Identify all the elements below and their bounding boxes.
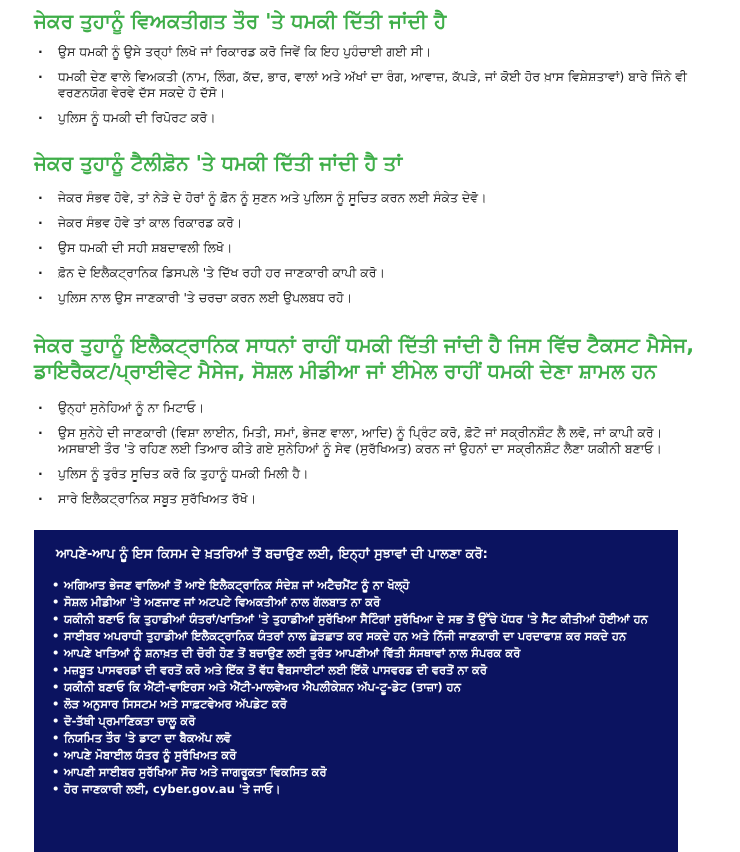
list-item: · ਜੇਕਰ ਸੰਭਵ ਹੋਵੇ, ਤਾਂ ਨੇੜੇ ਦੇ ਹੋਰਾਂ ਨੂੰ ਫ਼ੋਨ ਨੂੰ ਸੁਣਨ ਅਤੇ ਪੁਲਿਸ ਨੂੰ ਸੂਚਿਤ ਕਰਨ ਲਈ ਸੰਕੇਤ ਦੇਵੋ। — [34, 190, 700, 206]
list-item: · ਧਮਕੀ ਦੇਣ ਵਾਲੇ ਵਿਅਕਤੀ (ਨਾਮ, ਲਿੰਗ, ਕੱਦ, ਭਾਰ, ਵਾਲਾਂ ਅਤੇ ਅੱਖਾਂ ਦਾ ਰੰਗ, ਆਵਾਜ਼, ਕੱਪੜੇ, ਜਾਂ ਕੋਈ ਹੋਰ ਖ਼ਾਸ ਵਿਸ਼ੇਸ਼ਤਾਵਾਂ) ਬਾਰੇ ਜਿੰਨੇ ਵੀ ਵਰਣਨਯੋਗ ਵੇਰਵੇ ਦੱਸ ਸਕਦੇ ਹੋ ਦੱਸੋ। — [34, 69, 700, 101]
tip-item: • ਦੋ-ਤੱਥੀ ਪ੍ਰਮਾਣਿਕਤਾ ਚਾਲੂ ਕਰੋ — [52, 714, 664, 728]
list-item: · ਪੁਲਿਸ ਨੂੰ ਤੁਰੰਤ ਸੂਚਿਤ ਕਰੋ ਕਿ ਤੁਹਾਨੂੰ ਧਮਕੀ ਮਿਲੀ ਹੈ। — [34, 466, 700, 482]
tips-list — [52, 578, 664, 796]
list-item: · ਉਸ ਧਮਕੀ ਦੀ ਸਹੀ ਸ਼ਬਦਾਵਲੀ ਲਿਖੋ। — [34, 240, 700, 256]
list-item: · ਜੇਕਰ ਸੰਭਵ ਹੋਵੇ ਤਾਂ ਕਾਲ ਰਿਕਾਰਡ ਕਰੋ। — [34, 215, 700, 231]
tip-item: • ਯਕੀਨੀ ਬਣਾਓ ਕਿ ਤੁਹਾਡੀਆਂ ਯੰਤਰਾਂ/ਖਾਤਿਆਂ 'ਤੇ ਤੁਹਾਡੀਆਂ ਸੁਰੱਖਿਆ ਸੈਟਿੰਗਾਂ ਸੁਰੱਖਿਆ ਦੇ ਸਭ ਤੋਂ ਉੱਚੇ ਪੱਧਰ 'ਤੇ ਸੈੱਟ ਕੀਤੀਆਂ ਹੋਈਆਂ ਹਨ — [52, 612, 664, 626]
list-item: · ਉਸ ਸੁਨੇਹੇ ਦੀ ਜਾਣਕਾਰੀ (ਵਿਸ਼ਾ ਲਾਈਨ, ਮਿਤੀ, ਸਮਾਂ, ਭੇਜਣ ਵਾਲਾ, ਆਦਿ) ਨੂੰ ਪ੍ਰਿੰਟ ਕਰੋ, ਫ਼ੋਟੋ ਜਾਂ ਸਕ੍ਰੀਨਸ਼ੌਟ ਲੈ ਲਵੋ, ਜਾਂ ਕਾਪੀ ਕਰੋ। ਅਸਥਾਈ ਤੌਰ 'ਤੇ ਰਹਿਣ ਲਈ ਤਿਆਰ ਕੀਤੇ ਗਏ ਸੁਨੇਹਿਆਂ ਨੂੰ ਸੇਵ (ਸੁਰੱਖਿਅਤ) ਕਰਨ ਜਾਂ ਉਹਨਾਂ ਦਾ ਸਕ੍ਰੀਨਸ਼ੌਟ ਲੈਣਾ ਯਕੀਨੀ ਬਣਾਓ। — [34, 425, 700, 457]
list-threat-in-person — [34, 44, 700, 135]
list-item: · ਪੁਲਿਸ ਨੂੰ ਧਮਕੀ ਦੀ ਰਿਪੋਰਟ ਕਰੋ। — [34, 110, 700, 126]
tip-item: • ਆਪਣੇ ਮੋਬਾਈਲ ਯੰਤਰ ਨੂੰ ਸੁਰੱਖਿਅਤ ਕਰੋ — [52, 748, 664, 762]
tip-item: • ਆਪਣੀ ਸਾਈਬਰ ਸੁਰੱਖਿਆ ਸੋਚ ਅਤੇ ਜਾਗਰੂਕਤਾ ਵਿਕਸਿਤ ਕਰੋ — [52, 765, 664, 779]
list-item: · ਸਾਰੇ ਇਲੈਕਟ੍ਰਾਨਿਕ ਸਬੂਤ ਸੁਰੱਖਿਅਤ ਰੱਖੋ। — [34, 491, 700, 507]
list-item: · ਫ਼ੋਨ ਦੇ ਇਲੈਕਟ੍ਰਾਨਿਕ ਡਿਸਪਲੇ 'ਤੇ ਦਿੱਖ ਰਹੀ ਹਰ ਜਾਣਕਾਰੀ ਕਾਪੀ ਕਰੋ। — [34, 265, 700, 281]
safety-tips-box — [34, 530, 678, 852]
heading-threat-in-person: ਜੇਕਰ ਤੁਹਾਨੂੰ ਵਿਅਕਤੀਗਤ ਤੌਰ 'ਤੇ ਧਮਕੀ ਦਿੱਤੀ ਜਾਂਦੀ ਹੈ — [34, 9, 447, 33]
tip-item: • ਨਿਯਮਿਤ ਤੌਰ 'ਤੇ ਡਾਟਾ ਦਾ ਬੈਕਅੱਪ ਲਵੋ — [52, 731, 664, 745]
list-threat-electronic — [34, 400, 700, 516]
heading-threat-telephone: ਜੇਕਰ ਤੁਹਾਨੂੰ ਟੈਲੀਫ਼ੋਨ 'ਤੇ ਧਮਕੀ ਦਿੱਤੀ ਜਾਂਦੀ ਹੈ ਤਾਂ — [34, 151, 403, 175]
tip-item: • ਯਕੀਨੀ ਬਣਾਓ ਕਿ ਐਂਟੀ-ਵਾਇਰਸ ਅਤੇ ਐਂਟੀ-ਮਾਲਵੇਅਰ ਐਪਲੀਕੇਸ਼ਨ ਅੱਪ-ਟੂ-ਡੇਟ (ਤਾਜ਼ਾ) ਹਨ — [52, 680, 664, 694]
tip-item: • ਸੋਸ਼ਲ ਮੀਡੀਆ 'ਤੇ ਅਣਜਾਣ ਜਾਂ ਅਟਪਟੇ ਵਿਅਕਤੀਆਂ ਨਾਲ ਗੱਲਬਾਤ ਨਾ ਕਰੋ — [52, 595, 664, 609]
list-threat-telephone — [34, 190, 700, 315]
tip-item: • ਸਾਈਬਰ ਅਪਰਾਧੀ ਤੁਹਾਡੀਆਂ ਇਲੈਕਟ੍ਰਾਨਿਕ ਯੰਤਰਾਂ ਨਾਲ ਛੇੜਛਾੜ ਕਰ ਸਕਦੇ ਹਨ ਅਤੇ ਨਿੱਜੀ ਜਾਣਕਾਰੀ ਦਾ ਪਰਦਾਫਾਸ਼ ਕਰ ਸਕਦੇ ਹਨ — [52, 629, 664, 643]
tip-item: • ਹੋਰ ਜਾਣਕਾਰੀ ਲਈ, cyber.gov.au 'ਤੇ ਜਾਓ। — [52, 782, 664, 796]
list-item: · ਪੁਲਿਸ ਨਾਲ ਉਸ ਜਾਣਕਾਰੀ 'ਤੇ ਚਰਚਾ ਕਰਨ ਲਈ ਉਪਲਬਧ ਰਹੋ। — [34, 290, 700, 306]
list-item: · ਉਸ ਧਮਕੀ ਨੂੰ ਉਸੇ ਤਰ੍ਹਾਂ ਲਿਖੋ ਜਾਂ ਰਿਕਾਰਡ ਕਰੋ ਜਿਵੇਂ ਕਿ ਇਹ ਪੁਹੰਚਾਈ ਗਈ ਸੀ। — [34, 44, 700, 60]
tip-item: • ਮਜ਼ਬੂਤ ਪਾਸਵਰਡਾਂ ਦੀ ਵਰਤੋਂ ਕਰੋ ਅਤੇ ਇੱਕ ਤੋਂ ਵੱਧ ਵੈੱਬਸਾਈਟਾਂ ਲਈ ਇੱਕੋ ਪਾਸਵਰਡ ਦੀ ਵਰਤੋਂ ਨਾ ਕਰੋ — [52, 663, 664, 677]
tip-item: • ਅਗਿਆਤ ਭੇਜਣ ਵਾਲਿਆਂ ਤੋਂ ਆਏ ਇਲੈਕਟ੍ਰਾਨਿਕ ਸੰਦੇਸ਼ ਜਾਂ ਅਟੈਚਮੈਂਟ ਨੂੰ ਨਾ ਖੋਲ੍ਹੋ — [52, 578, 664, 592]
tip-item: • ਆਪਣੇ ਖਾਤਿਆਂ ਨੂੰ ਸ਼ਨਾਖ਼ਤ ਦੀ ਚੋਰੀ ਹੋਣ ਤੋਂ ਬਚਾਉਣ ਲਈ ਤੁਰੰਤ ਆਪਣੀਆਂ ਵਿੱਤੀ ਸੰਸਥਾਵਾਂ ਨਾਲ ਸੰਪਰਕ ਕਰੋ — [52, 646, 664, 660]
tip-item: • ਲੋੜ ਅਨੁਸਾਰ ਸਿਸਟਮ ਅਤੇ ਸਾਫ਼ਟਵੇਅਰ ਅੱਪਡੇਟ ਕਰੋ — [52, 697, 664, 711]
heading-threat-electronic: ਜੇਕਰ ਤੁਹਾਨੂੰ ਇਲੈਕਟ੍ਰਾਨਿਕ ਸਾਧਨਾਂ ਰਾਹੀਂ ਧਮਕੀ ਦਿੱਤੀ ਜਾਂਦੀ ਹੈ ਜਿਸ ਵਿੱਚ ਟੈਕਸਟ ਮੈਸੇਜ, ਡਾਇਰੈਕਟ/ਪ੍ਰਾਈਵੇਟ ਮੈਸੇਜ, ਸੋਸ਼ਲ ਮੀਡੀਆ ਜਾਂ ਈਮੇਲ ਰਾਹੀਂ ਧਮਕੀ ਦੇਣਾ ਸ਼ਾਮਲ ਹਨ — [34, 333, 694, 383]
list-item: · ਉਨ੍ਹਾਂ ਸੁਨੇਹਿਆਂ ਨੂੰ ਨਾ ਮਿਟਾਓ। — [34, 400, 700, 416]
tips-title: ਆਪਣੇ-ਆਪ ਨੂੰ ਇਸ ਕਿਸਮ ਦੇ ਖ਼ਤਰਿਆਂ ਤੋਂ ਬਚਾਉਣ ਲਈ, ਇਨ੍ਹਾਂ ਸੁਝਾਵਾਂ ਦੀ ਪਾਲਣਾ ਕਰੋ: — [56, 547, 488, 562]
